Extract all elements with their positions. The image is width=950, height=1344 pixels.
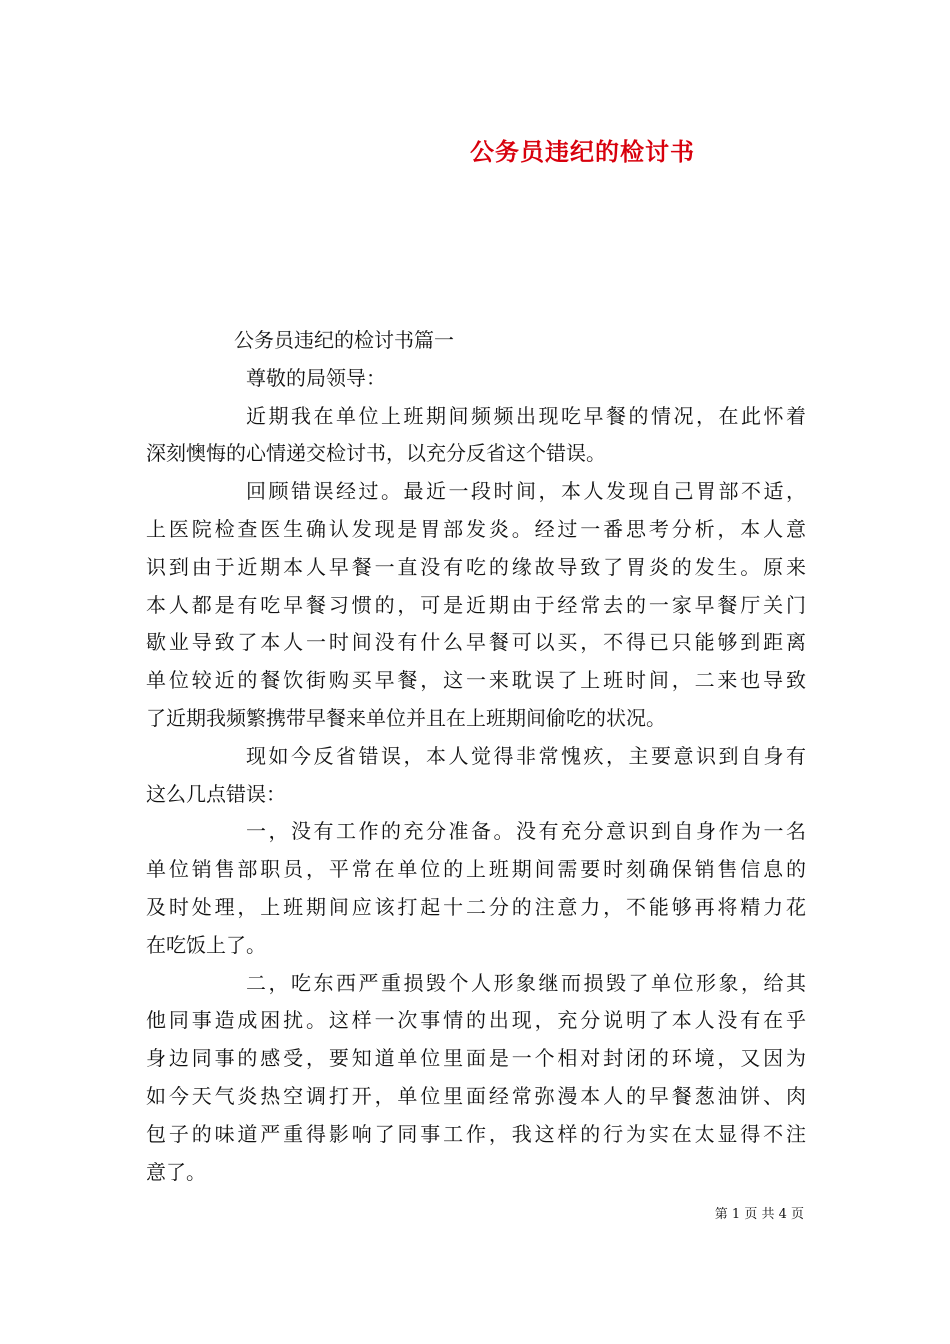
paragraph-3-line-1: 现如今反省错误，本人觉得非常愧疚，主要意识到自身有 [246,743,806,768]
paragraph-3-line-2: 这么几点错误： [146,781,286,806]
paragraph-1-line-1: 近期我在单位上班期间频频出现吃早餐的情况，在此怀着 [246,403,806,428]
paragraph-4-line-1: 一，没有工作的充分准备。没有充分意识到自身作为一名 [246,819,806,844]
page-number-footer: 第 1 页 共 4 页 [714,1207,804,1222]
paragraph-2-line-6: 单位较近的餐饮街购买早餐，这一来耽误了上班时间，二来也导致 [146,668,806,693]
paragraph-5-line-3: 身边同事的感受，要知道单位里面是一个相对封闭的环境，又因为 [146,1046,806,1071]
paragraph-2-line-7: 了近期我频繁携带早餐来单位并且在上班期间偷吃的状况。 [146,705,666,730]
paragraph-1-line-2: 深刻懊悔的心情递交检讨书，以充分反省这个错误。 [146,441,606,466]
paragraph-2-line-3: 识到由于近期本人早餐一直没有吃的缘故导致了胃炎的发生。原来 [146,554,806,579]
section-heading: 公务员违纪的检讨书篇一 [234,328,454,352]
paragraph-2-line-5: 歇业导致了本人一时间没有什么早餐可以买，不得已只能够到距离 [146,630,806,655]
paragraph-5-line-2: 他同事造成困扰。这样一次事情的出现，充分说明了本人没有在乎 [146,1008,806,1033]
paragraph-4-line-3: 及时处理，上班期间应该打起十二分的注意力，不能够再将精力花 [146,894,806,919]
paragraph-5-line-4: 如今天气炎热空调打开，单位里面经常弥漫本人的早餐葱油饼、肉 [146,1083,806,1108]
paragraph-4-line-2: 单位销售部职员，平常在单位的上班期间需要时刻确保销售信息的 [146,857,806,882]
paragraph-5-line-1: 二，吃东西严重损毁个人形象继而损毁了单位形象，给其 [246,970,806,995]
paragraph-2-line-2: 上医院检查医生确认发现是胃部发炎。经过一番思考分析，本人意 [146,516,806,541]
paragraph-5-line-6: 意了。 [146,1159,206,1184]
paragraph-2-line-1: 回顾错误经过。最近一段时间，本人发现自己胃部不适， [246,479,806,504]
document-title: 公务员违纪的检讨书 [470,137,695,166]
paragraph-2-line-4: 本人都是有吃早餐习惯的，可是近期由于经常去的一家早餐厅关门 [146,592,806,617]
salutation: 尊敬的局领导： [246,365,386,390]
paragraph-4-line-4: 在吃饭上了。 [146,932,266,957]
document-body [146,322,806,1191]
paragraph-5-line-5: 包子的味道严重得影响了同事工作，我这样的行为实在太显得不注 [146,1121,806,1146]
